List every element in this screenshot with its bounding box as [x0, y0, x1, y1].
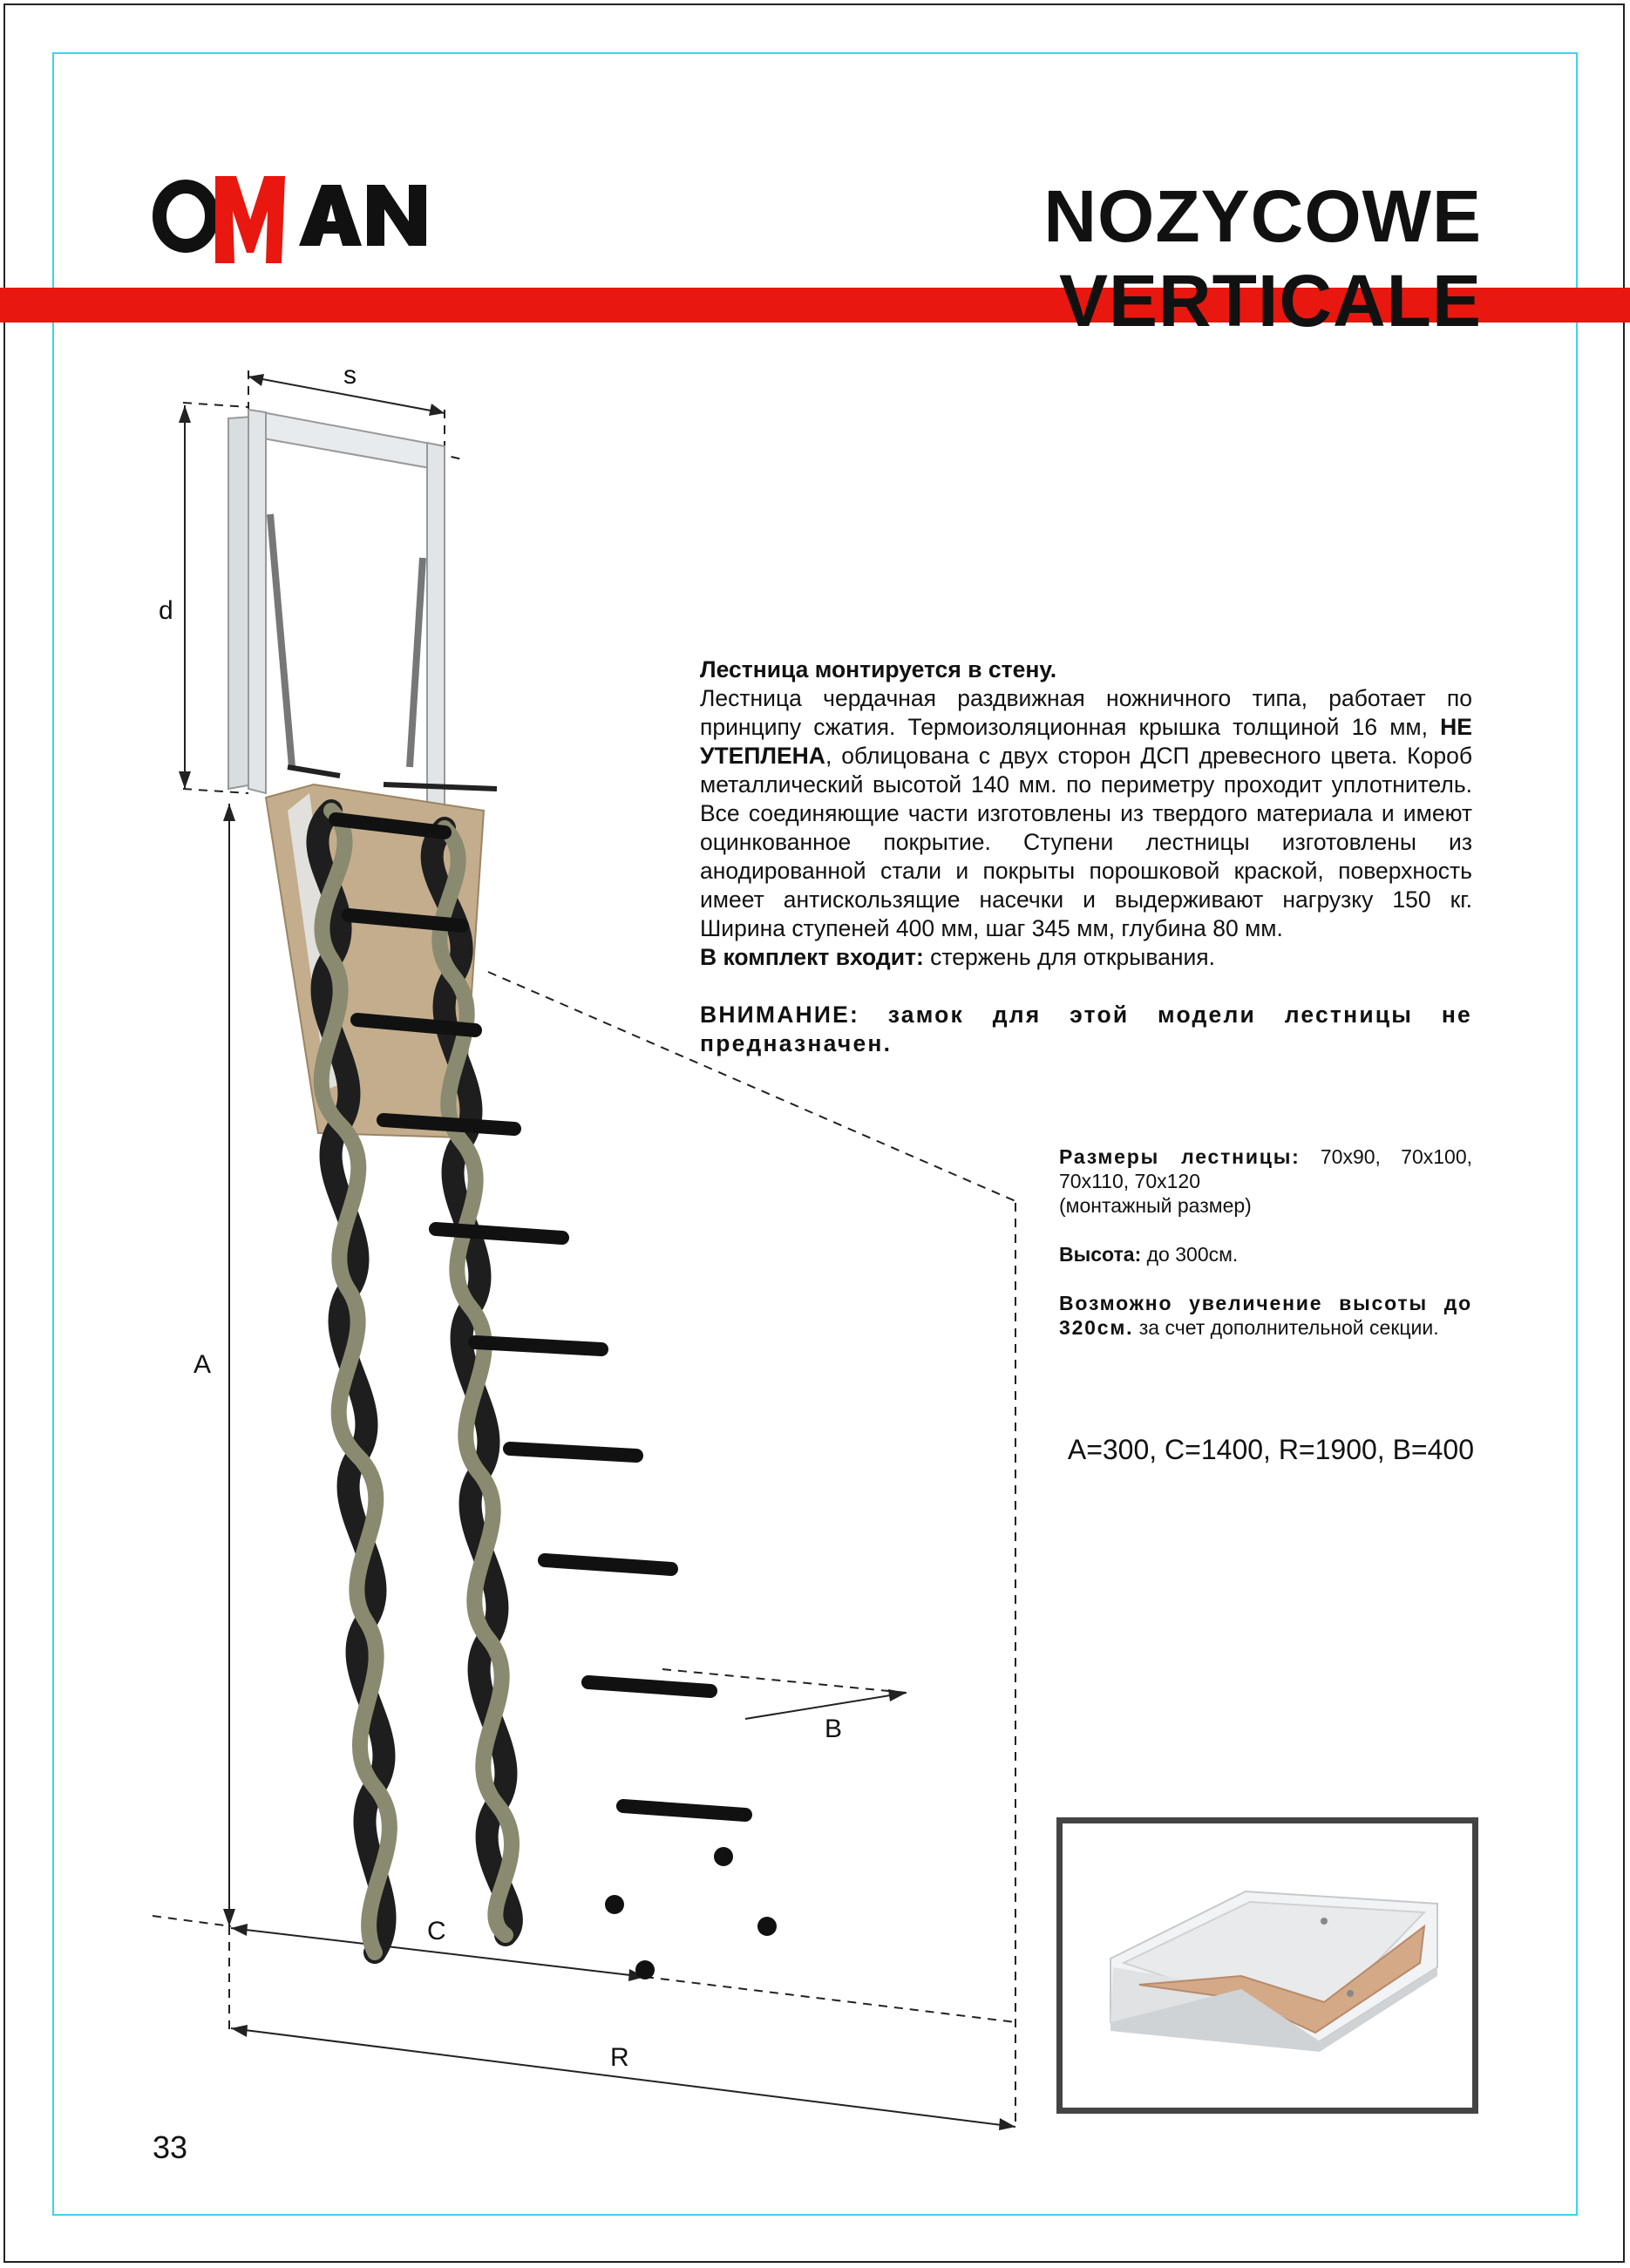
description-body-part-1: Лестница чердачная раздвижная ножничного типа, работает по принципу сжатия. Термоизоляционная крышка толщиной 16 мм,: [700, 685, 1472, 740]
description-heading: Лестница монтируется в стену.: [700, 656, 1057, 682]
label-d: d: [159, 596, 173, 625]
warning-text: ВНИМАНИЕ: замок для этой модели лестницы не предназначен.: [700, 1002, 1472, 1056]
spec-sizes-value: 70x90, 70x100, 70x110, 70x120: [1059, 1145, 1472, 1192]
specs-block: [1059, 1144, 1472, 1364]
label-c: C: [427, 1917, 446, 1945]
page-title: NOZYCOWE VERTICALE: [1043, 175, 1482, 342]
spec-extension-label: Возможно увеличение высоты до 320см.: [1059, 1292, 1472, 1339]
kit-contents: [700, 943, 1472, 972]
label-a: A: [194, 1350, 212, 1379]
label-b: B: [825, 1715, 843, 1743]
oman-logo: [153, 166, 440, 266]
spec-height: [1059, 1242, 1472, 1266]
spec-sizes-note: (монтажный размер): [1059, 1194, 1252, 1217]
spec-extension-value: за счет дополнительной секции.: [1133, 1316, 1439, 1339]
hatch-photo: [1063, 1823, 1472, 2108]
kit-label: В комплект входит:: [700, 944, 924, 970]
description-block: [700, 655, 1472, 1058]
spec-sizes-label: Размеры лестницы:: [1059, 1145, 1301, 1168]
description-body: [700, 684, 1472, 943]
description-body-part-2: , облицована с двух сторон ДСП древесного цвета. Короб металлический высотой 140 мм. по периметру проходит уплотнитель. Все соединяющие части изготовлены из твердого материала и имеют оцинкованное покрытие. Ступени лестницы изготовлены из анодированной стали и покрыты порошковой краской, поверхность имеет антискользящие насечки и выдерживают нагрузку 150 кг. Ширина ступеней 400 мм, шаг 345 мм, глубина 80 мм.: [700, 743, 1472, 941]
spec-height-label: Высота:: [1059, 1243, 1142, 1266]
hatch-photo-frame: [1056, 1817, 1478, 2114]
label-s: s: [343, 361, 357, 390]
spec-extension: [1059, 1291, 1472, 1340]
dimensions-formula: A=300, C=1400, R=1900, B=400: [1067, 1434, 1474, 1465]
kit-value: стержень для открывания.: [923, 944, 1215, 970]
spec-height-value: до 300см.: [1141, 1243, 1239, 1266]
ladder-diagram: [0, 349, 1046, 2179]
spec-sizes: [1059, 1144, 1472, 1218]
page-number: 33: [153, 2129, 188, 2165]
not-insulated-label: НЕ УТЕПЛЕНА: [700, 714, 1472, 769]
hatch-frame: [228, 410, 497, 811]
label-r: R: [610, 2043, 629, 2072]
